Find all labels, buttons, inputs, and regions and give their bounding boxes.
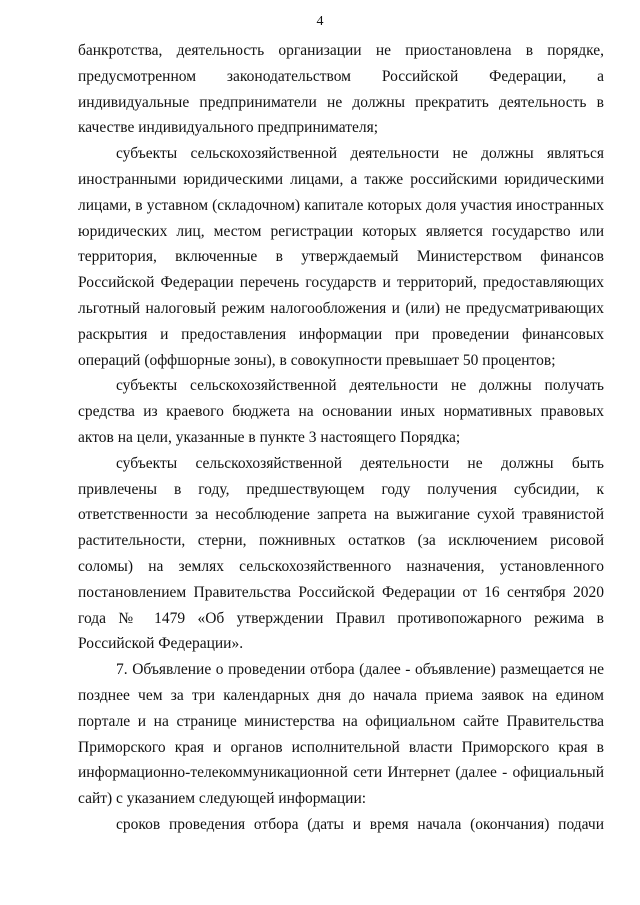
page-number: 4 (316, 14, 324, 29)
paragraph-fire-regime-condition: субъекты сельскохозяйственной деятельности не должны быть привлечены в году, предшествующем году получения субсидии, к ответственности за несоблюдение запрета на выжигание сухой травянистой растительности, стерни, пожнивных остатков (за исключением рисовой соломы) на землях сельскохозяйственного назначения, установленного постановлением Правительства Российской Федерации от 16 сентября 2020 года № 1479 «Об утверждении Правил противопожарного режима в Российской Федерации». (78, 454, 604, 653)
paragraph-section-7-announcement: 7. Объявление о проведении отбора (далее - объявление) размещается не позднее чем за три календарных дня до начала приема заявок на едином портале и на странице министерства на официальном сайте Правительства Приморского края и органов исполнительной власти Приморского края в информационно-телекоммуникационной сети Интернет (далее - официальный сайт) с указанием следующей информации: (78, 661, 604, 808)
paragraph-foreign-entities-condition: субъекты сельскохозяйственной деятельности не должны являться иностранными юридическими лицами, а также российскими юридическими лицами, в уставном (складочном) капитале которых доля участия иностранных юридических лиц, местом регистрации которых является государство или территория, включенные в утверждаемый Министерством финансов Российской Федерации перечень государств и территорий, предоставляющих льготный налоговый режим налогообложения и (или) не предусматривающих раскрытия и предоставления информации при проведении финансовых операций (оффшорные зоны), в совокупности превышает 50 процентов; (78, 145, 604, 369)
paragraph-budget-funds-condition: субъекты сельскохозяйственной деятельности не должны получать средства из краевого бюджета на основании иных нормативных правовых актов на цели, указанные в пункте 3 настоящего Порядка; (78, 377, 604, 446)
document-body (78, 38, 604, 838)
paragraph-selection-deadlines: сроков проведения отбора (даты и время начала (окончания) подачи (116, 815, 604, 833)
paragraph-bankruptcy-condition: банкротства, деятельность организации не приостановлена в порядке, предусмотренном законодательством Российской Федерации, а индивидуальные предприниматели не должны прекратить деятельность в качестве индивидуального предпринимателя; (78, 42, 604, 137)
